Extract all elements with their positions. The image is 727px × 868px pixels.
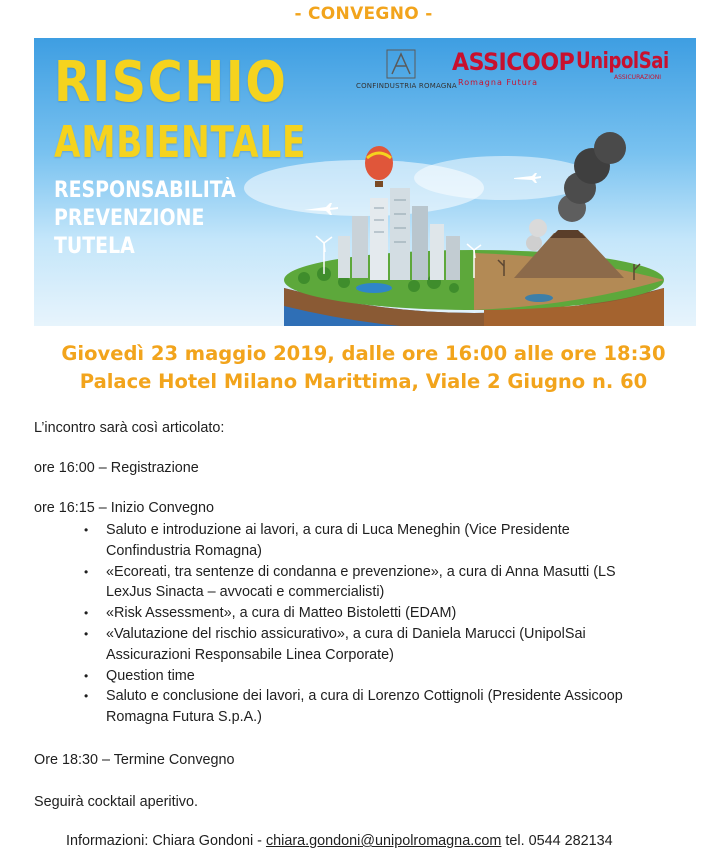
agenda-item-line: Romagna Futura S.p.A.)	[106, 709, 262, 726]
agenda-item	[84, 624, 684, 666]
agenda-item-line: Question time	[106, 667, 195, 684]
bullet-icon: •	[84, 689, 89, 704]
agenda-item-line: Assicurazioni Responsabile Linea Corporate)	[106, 646, 394, 663]
contact-email-link[interactable]: chiara.gondoni@unipolromagna.com	[265, 833, 502, 849]
program-start: ore 16:15 – Inizio Convegno	[34, 500, 215, 516]
agenda-item-line: «Valutazione del rischio assicurativo», a cura di Daniela Marucci (UnipolSai	[106, 625, 586, 642]
assicoop-logo: ASSICOOP	[452, 48, 575, 76]
banner-title-rischio: RISCHIO	[54, 50, 288, 115]
bullet-icon: •	[84, 523, 89, 537]
event-banner	[34, 38, 696, 326]
agenda-item-line: Saluto e conclusione dei lavori, a cura di Lorenzo Cottignoli (Presidente Assicoop	[106, 688, 623, 705]
contact-phone: tel. 0544 282134	[501, 833, 613, 849]
banner-tagline-1: RESPONSABILITÀ	[54, 178, 236, 203]
agenda-item-line: «Ecoreati, tra sentenze di condanna e prevenzione», a cura di Anna Masutti (LS	[106, 563, 616, 580]
agenda-item	[84, 666, 684, 687]
agenda-item-line: «Risk Assessment», a cura di Matteo Bistoletti (EDAM)	[106, 605, 457, 622]
event-date: Giovedì 23 maggio 2019, dalle ore 16:00 alle ore 18:30	[61, 342, 666, 365]
contact-info	[66, 833, 613, 849]
agenda-list	[84, 520, 684, 728]
bullet-icon: •	[84, 606, 89, 621]
agenda-item	[84, 562, 684, 604]
event-type-label: - CONVEGNO -	[294, 4, 433, 24]
agenda-item-line: Confindustria Romagna)	[106, 542, 262, 559]
banner-title-ambientale: AMBIENTALE	[54, 117, 307, 168]
bullet-icon: •	[84, 564, 89, 579]
agenda-item	[84, 520, 684, 562]
unipolsai-logo-subtitle: ASSICURAZIONI	[614, 74, 661, 81]
confindustria-logo-icon	[387, 50, 415, 78]
event-venue: Palace Hotel Milano Marittima, Viale 2 Giugno n. 60	[79, 370, 648, 393]
assicoop-logo-subtitle: Romagna Futura	[458, 78, 539, 87]
unipolsai-logo: UnipolSai	[576, 49, 669, 74]
agenda-item-line: LexJus Sinacta – avvocati e commercialisti)	[106, 584, 385, 601]
agenda-item	[84, 603, 684, 624]
program-registration: ore 16:00 – Registrazione	[34, 460, 199, 476]
confindustria-logo-text: CONFINDUSTRIA ROMAGNA	[356, 82, 457, 90]
program-end: Ore 18:30 – Termine Convegno	[34, 752, 235, 768]
agenda-item-line: Saluto e introduzione ai lavori, a cura di Luca Meneghin (Vice Presidente	[106, 522, 570, 538]
bullet-icon: •	[84, 626, 89, 641]
contact-prefix: Informazioni: Chiara Gondoni -	[66, 833, 266, 849]
banner-tagline-2: PREVENZIONE	[54, 206, 205, 231]
program-intro: L’incontro sarà così articolato:	[34, 420, 225, 436]
bullet-icon: •	[84, 668, 89, 683]
program-cocktail: Seguirà cocktail aperitivo.	[34, 794, 198, 810]
agenda-item	[84, 686, 684, 728]
banner-tagline-3: TUTELA	[54, 234, 135, 259]
